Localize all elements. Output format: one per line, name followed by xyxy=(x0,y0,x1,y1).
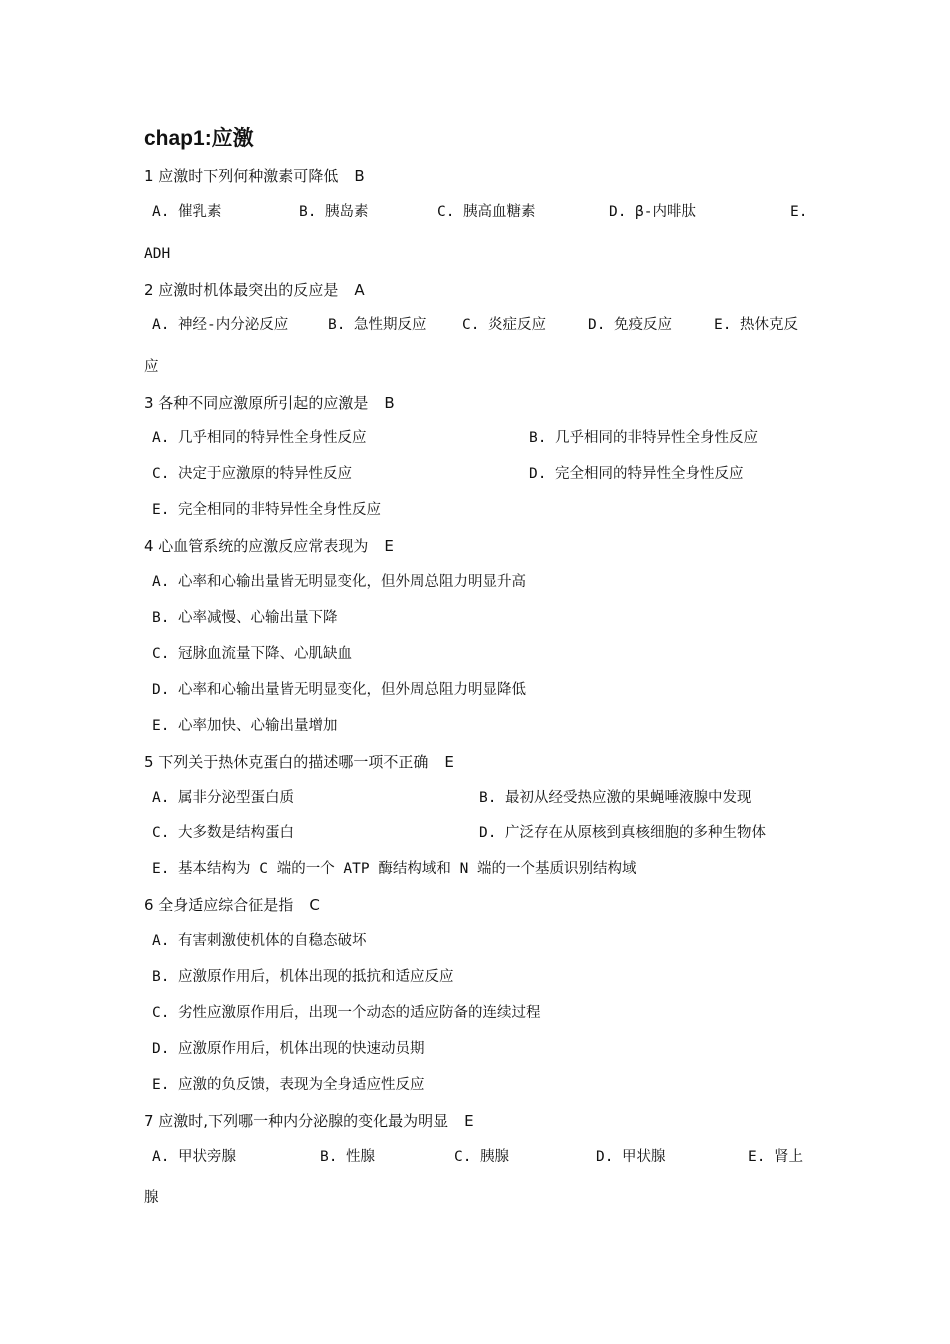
option-a: A. 几乎相同的特异性全身性反应 xyxy=(152,430,367,446)
option-d: D. 广泛存在从原核到真核细胞的多种生物体 xyxy=(479,825,766,841)
option-b: B. 急性期反应 xyxy=(328,317,427,333)
option-c: C. 劣性应激原作用后，出现一个动态的适应防备的连续过程 xyxy=(152,1005,541,1021)
question-3 xyxy=(144,393,395,413)
option-a: A. 心率和心输出量皆无明显变化，但外周总阻力明显升高 xyxy=(152,574,526,590)
option-c: C. 胰高血糖素 xyxy=(437,204,536,220)
option-e: E. xyxy=(790,204,808,220)
option-b: B. 性腺 xyxy=(320,1149,375,1165)
option-a: A. 甲状旁腺 xyxy=(152,1149,236,1165)
question-text: 5 下列关于热休克蛋白的描述哪一项不正确 xyxy=(144,753,429,771)
option-e: E. 心率加快、心输出量增加 xyxy=(152,718,338,734)
option-e: E. 肾上 xyxy=(748,1149,803,1165)
question-text: 2 应激时机体最突出的反应是 xyxy=(144,281,339,299)
option-c: C. 胰腺 xyxy=(454,1149,509,1165)
option-b: B. 心率减慢、心输出量下降 xyxy=(152,610,338,626)
option-c: C. 大多数是结构蛋白 xyxy=(152,825,294,841)
question-text: 6 全身适应综合征是指 xyxy=(144,896,294,914)
option-d: D. β-内啡肽 xyxy=(609,204,696,220)
option-a: A. 属非分泌型蛋白质 xyxy=(152,790,294,806)
option-b: B. 最初从经受热应激的果蝇唾液腺中发现 xyxy=(479,790,752,806)
option-continuation: ADH xyxy=(144,246,171,262)
question-2 xyxy=(144,280,365,300)
option-b: B. 应激原作用后，机体出现的抵抗和适应反应 xyxy=(152,969,454,985)
option-d: D. 免疫反应 xyxy=(588,317,672,333)
option-e: E. 基本结构为 C 端的一个 ATP 酶结构域和 N 端的一个基质识别结构域 xyxy=(152,861,637,877)
question-5 xyxy=(144,752,454,772)
option-e: E. 完全相同的非特异性全身性反应 xyxy=(152,502,381,518)
option-d: D. 甲状腺 xyxy=(596,1149,666,1165)
answer-key: A xyxy=(354,281,365,299)
option-b: B. 几乎相同的非特异性全身性反应 xyxy=(529,430,758,446)
answer-key: C xyxy=(309,896,320,914)
option-c: C. 决定于应激原的特异性反应 xyxy=(152,466,352,482)
answer-key: E xyxy=(444,753,454,771)
option-a: A. 催乳素 xyxy=(152,204,222,220)
option-c: C. 冠脉血流量下降、心肌缺血 xyxy=(152,646,352,662)
option-continuation: 应 xyxy=(144,359,159,375)
question-text: 7 应激时,下列哪一种内分泌腺的变化最为明显 xyxy=(144,1112,449,1130)
option-b: B. 胰岛素 xyxy=(299,204,369,220)
answer-key: E xyxy=(384,537,394,555)
answer-key: E xyxy=(464,1112,474,1130)
option-d: D. 心率和心输出量皆无明显变化，但外周总阻力明显降低 xyxy=(152,682,526,698)
chapter-title: chap1:应激 xyxy=(144,127,254,150)
answer-key: B xyxy=(354,167,365,185)
question-6 xyxy=(144,895,320,915)
option-d: D. 完全相同的特异性全身性反应 xyxy=(529,466,744,482)
question-text: 4 心血管系统的应激反应常表现为 xyxy=(144,537,369,555)
option-c: C. 炎症反应 xyxy=(462,317,546,333)
question-4 xyxy=(144,536,394,556)
option-d: D. 应激原作用后，机体出现的快速动员期 xyxy=(152,1041,425,1057)
option-a: A. 神经-内分泌反应 xyxy=(152,317,289,333)
question-7 xyxy=(144,1111,474,1131)
question-text: 1 应激时下列何种激素可降低 xyxy=(144,167,339,185)
option-e: E. 应激的负反馈，表现为全身适应性反应 xyxy=(152,1077,425,1093)
option-a: A. 有害刺激使机体的自稳态破坏 xyxy=(152,933,367,949)
option-continuation: 腺 xyxy=(144,1190,159,1206)
question-text: 3 各种不同应激原所引起的应激是 xyxy=(144,394,369,412)
option-e: E. 热休克反 xyxy=(714,317,798,333)
answer-key: B xyxy=(384,394,395,412)
question-1 xyxy=(144,166,365,186)
